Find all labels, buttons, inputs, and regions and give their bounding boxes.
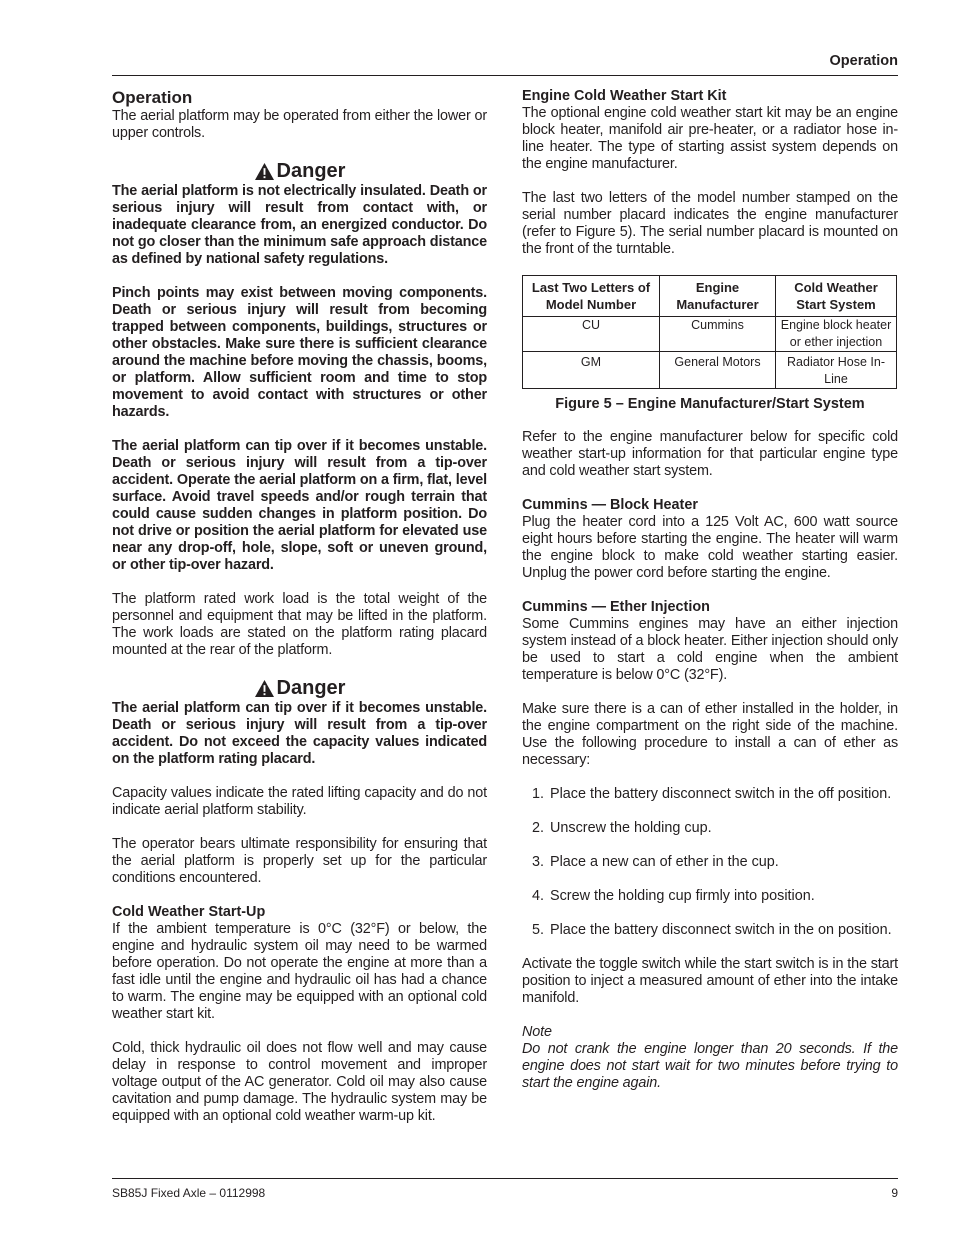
block-heater-paragraph: Plug the heater cord into a 125 Volt AC, 600 watt source eight hours before starting the engine. The heater will warm the engine block to make cold weather starting easier. Unplug the power cord before starting the engine.	[522, 514, 898, 581]
step-number: 2.	[531, 820, 544, 836]
table-header-cell: Engine Manufacturer	[660, 276, 776, 317]
step-text: Place the battery disconnect switch in the on position.	[550, 922, 892, 938]
cold-weather-paragraph-1: If the ambient temperature is 0°C (32°F) or below, the engine and hydraulic system oil may need to be warmed before operation. Do not operate the engine at more than a fast idle until the engine and hydraulic oil has had a chance to warm. The engine may be equipped with an optional cold weather start kit.	[112, 921, 487, 1022]
footer-document-id: SB85J Fixed Axle – 0112998	[112, 1186, 266, 1200]
ether-injection-title: Cummins — Ether Injection	[522, 599, 710, 615]
ether-injection-paragraph: Some Cummins engines may have an either injection system instead of a block heater. Either injection should only be used to start a cold engine when the ambient temperature is below 0°C (32°F).	[522, 616, 898, 683]
list-item	[522, 922, 898, 939]
table-cell: CU	[523, 317, 660, 352]
capacity-paragraph: Capacity values indicate the rated lifting capacity and do not indicate aerial platform stability.	[112, 785, 487, 818]
cold-weather-paragraph-2: Cold, thick hydraulic oil does not flow well and may cause delay in response to control movement and improper voltage output of the AC generator. Cold oil may also cause cavitation and pump damage. The hydraulic system may be equipped with an optional cold weather warm-up kit.	[112, 1040, 487, 1124]
table-row	[523, 317, 897, 352]
step-text: Screw the holding cup firmly into position.	[550, 888, 815, 904]
danger-heading-2	[112, 676, 487, 700]
activate-paragraph: Activate the toggle switch while the start switch is in the start position to inject a measured amount of ether into the intake manifold.	[522, 956, 898, 1006]
danger-heading-1	[112, 159, 487, 183]
section-title: Operation	[112, 88, 193, 107]
danger-electrical-text: The aerial platform is not electrically insulated. Death or serious injury will result from contact with, or inadequate clearance from, an energized conductor. Do not go closer than the minimum safe approach distance as defined by national safety regulations.	[112, 183, 487, 267]
list-item	[522, 820, 898, 837]
table-header-cell: Cold Weather Start System	[776, 276, 897, 317]
step-number: 4.	[531, 888, 544, 904]
engine-start-table	[522, 275, 897, 389]
footer-rule	[112, 1178, 898, 1179]
table-cell: General Motors	[660, 352, 776, 389]
start-kit-paragraph-2: The last two letters of the model number stamped on the serial number placard indicates the engine manufacturer (refer to Figure 5). The serial number placard is mounted on the front of the turntable.	[522, 190, 898, 257]
danger-heading-text: Danger	[276, 676, 346, 699]
note-text: Do not crank the engine longer than 20 seconds. If the engine does not start wait for two minutes before trying to start the engine again.	[522, 1041, 898, 1091]
list-item	[522, 888, 898, 905]
table-header-row	[523, 276, 897, 317]
ether-can-paragraph: Make sure there is a can of ether installed in the holder, in the engine compartment on the right side of the machine. Use the following procedure to install a can of ether as necessary:	[522, 701, 898, 768]
step-number: 1.	[531, 786, 544, 802]
danger-pinch-text: Pinch points may exist between moving components. Death or serious injury will result from becoming trapped between components, buildings, structures or other obstacles. Make sure there is sufficient clearance around the machine before moving the chassis, booms, or platform. Allow sufficient room and time to stop movement to avoid contact with structures or other hazards.	[112, 285, 487, 420]
running-header: Operation	[829, 53, 898, 69]
step-number: 5.	[531, 922, 544, 938]
danger-tipover-text: The aerial platform can tip over if it becomes unstable. Death or serious injury will result from a tip-over accident. Operate the aerial platform on a firm, flat, level surface. Avoid travel speeds and/or rough terrain that could cause sudden changes in platform position. Do not drive or position the aerial platform for elevated use near any drop-off, hole, slope, soft or uneven ground, or other tip-over hazard.	[112, 438, 487, 573]
table-header-cell: Last Two Letters of Model Number	[523, 276, 660, 317]
left-column	[112, 88, 487, 1142]
table-cell: Engine block heater or ether injection	[776, 317, 897, 352]
step-text: Unscrew the holding cup.	[550, 820, 712, 836]
step-text: Place a new can of ether in the cup.	[550, 854, 779, 870]
warning-triangle-icon	[254, 162, 275, 181]
header-rule	[112, 75, 898, 76]
table-cell: Cummins	[660, 317, 776, 352]
note-label: Note	[522, 1024, 552, 1040]
step-text: Place the battery disconnect switch in the off position.	[550, 786, 892, 802]
start-kit-title: Engine Cold Weather Start Kit	[522, 88, 727, 104]
block-heater-title: Cummins — Block Heater	[522, 497, 698, 513]
list-item	[522, 854, 898, 871]
start-kit-paragraph-1: The optional engine cold weather start kit may be an engine block heater, manifold air pre-heater, or a radiator hose in-line heater. The type of starting assist system depends on the engine manufacturer.	[522, 105, 898, 172]
work-load-paragraph: The platform rated work load is the total weight of the personnel and equipment that may be lifted in the platform. The work loads are stated on the platform rating placard mounted at the rear of the platform.	[112, 591, 487, 658]
step-number: 3.	[531, 854, 544, 870]
danger-capacity-text: The aerial platform can tip over if it becomes unstable. Death or serious injury will result from a tip-over accident. Do not exceed the capacity values indicated on the platform rating placard.	[112, 700, 487, 767]
page-number: 9	[891, 1186, 898, 1200]
warning-triangle-icon	[254, 679, 275, 698]
table-row	[523, 352, 897, 389]
responsibility-paragraph: The operator bears ultimate responsibility for ensuring that the aerial platform is properly set up for the particular conditions encountered.	[112, 836, 487, 886]
figure-caption: Figure 5 – Engine Manufacturer/Start System	[555, 396, 865, 412]
procedure-steps	[522, 786, 898, 939]
list-item	[522, 786, 898, 803]
intro-paragraph: The aerial platform may be operated from either the lower or upper controls.	[112, 108, 487, 141]
danger-heading-text: Danger	[276, 159, 346, 182]
table-cell: GM	[523, 352, 660, 389]
table-cell: Radiator Hose In-Line	[776, 352, 897, 389]
refer-paragraph: Refer to the engine manufacturer below for specific cold weather start-up information for that particular engine type and cold weather start system.	[522, 429, 898, 479]
right-column	[522, 88, 898, 1109]
cold-weather-title: Cold Weather Start-Up	[112, 904, 266, 920]
